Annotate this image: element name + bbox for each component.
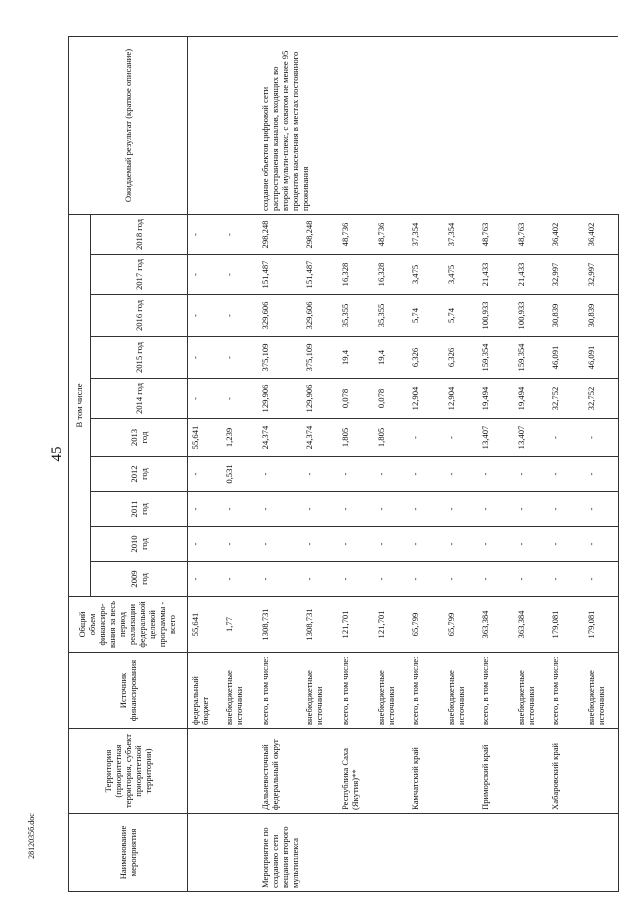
cell-year-value: - (374, 457, 408, 492)
cell-year-value: 151,487 (258, 255, 303, 295)
cell-year-value: - (478, 562, 514, 597)
cell-year-value: 6,326 (444, 337, 478, 379)
cell-source: внебюджетные источники (222, 653, 258, 729)
cell-year-value: - (584, 562, 618, 597)
cell-year-value: 46,091 (584, 337, 618, 379)
cell-name (584, 814, 618, 892)
cell-territory: Хабаровский край (548, 729, 584, 814)
cell-year-value: 19,494 (514, 379, 548, 419)
cell-year-value: - (188, 295, 222, 337)
header-year-1: 2010 год (91, 527, 188, 562)
cell-total: 1,77 (222, 597, 258, 653)
cell-territory (514, 729, 548, 814)
cell-year-value: 298,248 (258, 215, 303, 255)
cell-year-value: 329,606 (302, 295, 338, 337)
cell-year-value: - (222, 562, 258, 597)
cell-year-value: 32,997 (584, 255, 618, 295)
cell-territory: Приморский край (478, 729, 514, 814)
cell-total: 179,081 (584, 597, 618, 653)
cell-year-value: - (408, 492, 444, 527)
cell-year-value: 12,904 (444, 379, 478, 419)
cell-name (302, 814, 338, 892)
cell-year-value: 1,805 (374, 419, 408, 457)
cell-year-value: - (584, 492, 618, 527)
cell-result: создание объектов цифровой сети распространения каналов, входящих во второй мульти-плекс, с охватом не менее 95 процентов населения в местах постоянного проживания (258, 37, 619, 215)
cell-source: всего, в том числе: (338, 653, 374, 729)
cell-name (188, 814, 222, 892)
header-year-5: 2014 год (91, 379, 188, 419)
cell-year-value: 30,839 (548, 295, 584, 337)
cell-total: 363,384 (514, 597, 548, 653)
cell-year-value: - (188, 457, 222, 492)
cell-year-value: 3,475 (444, 255, 478, 295)
cell-year-value: - (338, 457, 374, 492)
cell-year-value: - (548, 419, 584, 457)
cell-year-value: 32,752 (584, 379, 618, 419)
cell-year-value: - (258, 492, 303, 527)
header-total: Общий объем финансиро-вания за весь период реализации федеральной целевой программы - всего (69, 597, 188, 653)
cell-year-value: - (478, 457, 514, 492)
cell-total: 1308,731 (258, 597, 303, 653)
cell-year-value: 24,374 (258, 419, 303, 457)
cell-source: внебюджетные источники (444, 653, 478, 729)
cell-source: внебюджетные источники (514, 653, 548, 729)
cell-year-value: - (584, 457, 618, 492)
cell-year-value: - (188, 562, 222, 597)
cell-year-value: 36,402 (548, 215, 584, 255)
cell-year-value: 21,433 (514, 255, 548, 295)
cell-year-value: 129,906 (302, 379, 338, 419)
cell-year-value: - (444, 419, 478, 457)
cell-year-value: - (444, 527, 478, 562)
cell-year-value: 55,641 (188, 419, 222, 457)
cell-year-value: - (444, 562, 478, 597)
cell-year-value: 19,4 (338, 337, 374, 379)
cell-total: 65,799 (444, 597, 478, 653)
cell-year-value: 48,736 (374, 215, 408, 255)
cell-source: всего, в том числе: (258, 653, 303, 729)
header-year-4: 2013 год (91, 419, 188, 457)
header-including: В том числе (69, 215, 91, 597)
cell-name (548, 814, 584, 892)
cell-total: 55,641 (188, 597, 222, 653)
cell-year-value: - (222, 215, 258, 255)
cell-year-value: 13,407 (514, 419, 548, 457)
cell-name (478, 814, 514, 892)
cell-territory: Камчатский край (408, 729, 444, 814)
header-year-3: 2012 год (91, 457, 188, 492)
table-row (222, 37, 258, 892)
cell-year-value: 151,487 (302, 255, 338, 295)
cell-total: 121,701 (374, 597, 408, 653)
cell-year-value: - (514, 492, 548, 527)
cell-year-value: 24,374 (302, 419, 338, 457)
cell-year-value: - (302, 527, 338, 562)
cell-year-value: - (374, 562, 408, 597)
header-year-9: 2018 год (91, 215, 188, 255)
cell-year-value: - (222, 255, 258, 295)
cell-year-value: 375,109 (258, 337, 303, 379)
cell-year-value: 0,078 (374, 379, 408, 419)
cell-year-value: - (444, 492, 478, 527)
cell-name (338, 814, 374, 892)
cell-total: 179,081 (548, 597, 584, 653)
cell-total: 65,799 (408, 597, 444, 653)
cell-year-value: 46,091 (548, 337, 584, 379)
cell-year-value: 5,74 (408, 295, 444, 337)
page-number: 45 (49, 446, 65, 462)
header-name: Наименование мероприятия (69, 814, 188, 892)
cell-year-value: 329,606 (258, 295, 303, 337)
cell-year-value: - (584, 527, 618, 562)
cell-year-value: 6,326 (408, 337, 444, 379)
cell-year-value: - (222, 492, 258, 527)
cell-total: 363,384 (478, 597, 514, 653)
cell-source: внебюджетные источники (584, 653, 618, 729)
cell-name (222, 814, 258, 892)
cell-territory: Республика Саха (Якутия)** (338, 729, 374, 814)
cell-year-value: - (258, 527, 303, 562)
cell-year-value: - (188, 215, 222, 255)
cell-year-value: 1,805 (338, 419, 374, 457)
cell-year-value: 0,078 (338, 379, 374, 419)
cell-year-value: - (548, 562, 584, 597)
cell-year-value: - (258, 562, 303, 597)
cell-year-value: 37,354 (444, 215, 478, 255)
cell-year-value: - (188, 492, 222, 527)
cell-year-value: 30,839 (584, 295, 618, 337)
cell-year-value: 48,736 (338, 215, 374, 255)
cell-year-value: - (222, 295, 258, 337)
cell-year-value: - (222, 527, 258, 562)
cell-year-value: - (188, 337, 222, 379)
header-territory: Территория (приоритетная территория, субъект приоритетной территории) (69, 729, 188, 814)
cell-territory (302, 729, 338, 814)
cell-name (444, 814, 478, 892)
cell-name: Мероприятие по созданию сети вещания второго мультиплекса (258, 814, 303, 892)
cell-territory (222, 729, 258, 814)
cell-year-value: - (548, 527, 584, 562)
cell-year-value: 375,109 (302, 337, 338, 379)
cell-year-value: - (338, 527, 374, 562)
cell-year-value: - (338, 562, 374, 597)
header-result: Ожидаемый результат (краткое описание) (69, 37, 188, 215)
cell-name (514, 814, 548, 892)
cell-year-value: - (514, 562, 548, 597)
cell-year-value: - (374, 527, 408, 562)
cell-name (408, 814, 444, 892)
financing-table (68, 36, 619, 892)
header-year-2: 2011 год (91, 492, 188, 527)
header-year-7: 2016 год (91, 295, 188, 337)
header-year-0: 2009 год (91, 562, 188, 597)
cell-year-value: - (514, 457, 548, 492)
cell-year-value: 32,752 (548, 379, 584, 419)
cell-year-value: 3,475 (408, 255, 444, 295)
cell-year-value: 298,248 (302, 215, 338, 255)
cell-source: федеральный бюджет (188, 653, 222, 729)
cell-year-value: 0,531 (222, 457, 258, 492)
cell-year-value: 100,933 (478, 295, 514, 337)
cell-territory (374, 729, 408, 814)
cell-year-value: 35,355 (374, 295, 408, 337)
cell-year-value: - (302, 562, 338, 597)
cell-year-value: 36,402 (584, 215, 618, 255)
cell-year-value: 100,933 (514, 295, 548, 337)
cell-year-value: - (374, 492, 408, 527)
cell-source: всего, в том числе: (408, 653, 444, 729)
cell-year-value: 48,763 (514, 215, 548, 255)
table-row (188, 37, 222, 892)
cell-year-value: 5,74 (444, 295, 478, 337)
cell-source: внебюджетные источники (374, 653, 408, 729)
cell-year-value: 13,407 (478, 419, 514, 457)
header-source: Источник финансирования (69, 653, 188, 729)
cell-year-value: - (408, 562, 444, 597)
cell-year-value: 129,906 (258, 379, 303, 419)
cell-year-value: - (478, 492, 514, 527)
cell-year-value: - (222, 337, 258, 379)
cell-name (374, 814, 408, 892)
cell-year-value: - (188, 527, 222, 562)
cell-year-value: 32,997 (548, 255, 584, 295)
cell-territory (584, 729, 618, 814)
cell-result (188, 37, 222, 215)
cell-year-value: - (408, 457, 444, 492)
header-year-6: 2015 год (91, 337, 188, 379)
header-year-8: 2017 год (91, 255, 188, 295)
cell-source: внебюджетные источники (302, 653, 338, 729)
cell-year-value: - (444, 457, 478, 492)
cell-year-value: - (338, 492, 374, 527)
cell-year-value: - (548, 492, 584, 527)
cell-source: всего, в том числе: (548, 653, 584, 729)
cell-year-value: - (478, 527, 514, 562)
cell-year-value: - (302, 492, 338, 527)
cell-year-value: 12,904 (408, 379, 444, 419)
cell-source: всего, в том числе: (478, 653, 514, 729)
cell-year-value: - (548, 457, 584, 492)
cell-year-value: 21,433 (478, 255, 514, 295)
cell-year-value: 37,354 (408, 215, 444, 255)
cell-year-value: - (188, 255, 222, 295)
cell-result (222, 37, 258, 215)
cell-year-value: 16,328 (338, 255, 374, 295)
cell-year-value: - (258, 457, 303, 492)
cell-total: 121,701 (338, 597, 374, 653)
cell-year-value: 16,328 (374, 255, 408, 295)
cell-year-value: 159,354 (478, 337, 514, 379)
cell-year-value: - (222, 379, 258, 419)
table-row (258, 37, 303, 892)
cell-total: 1308,731 (302, 597, 338, 653)
cell-year-value: 19,494 (478, 379, 514, 419)
rotated-table-wrapper (68, 17, 628, 892)
cell-year-value: 159,354 (514, 337, 548, 379)
footer-file-code: 2812035б.doc (27, 813, 36, 859)
cell-year-value: - (514, 527, 548, 562)
cell-year-value: 19,4 (374, 337, 408, 379)
cell-year-value: 48,763 (478, 215, 514, 255)
cell-year-value: - (188, 379, 222, 419)
cell-year-value: 1,239 (222, 419, 258, 457)
cell-year-value: - (408, 527, 444, 562)
cell-year-value: - (302, 457, 338, 492)
cell-year-value: - (584, 419, 618, 457)
cell-territory (188, 729, 222, 814)
cell-year-value: - (408, 419, 444, 457)
cell-territory (444, 729, 478, 814)
cell-year-value: 35,355 (338, 295, 374, 337)
cell-territory: Дальневосточный федеральный округ (258, 729, 303, 814)
